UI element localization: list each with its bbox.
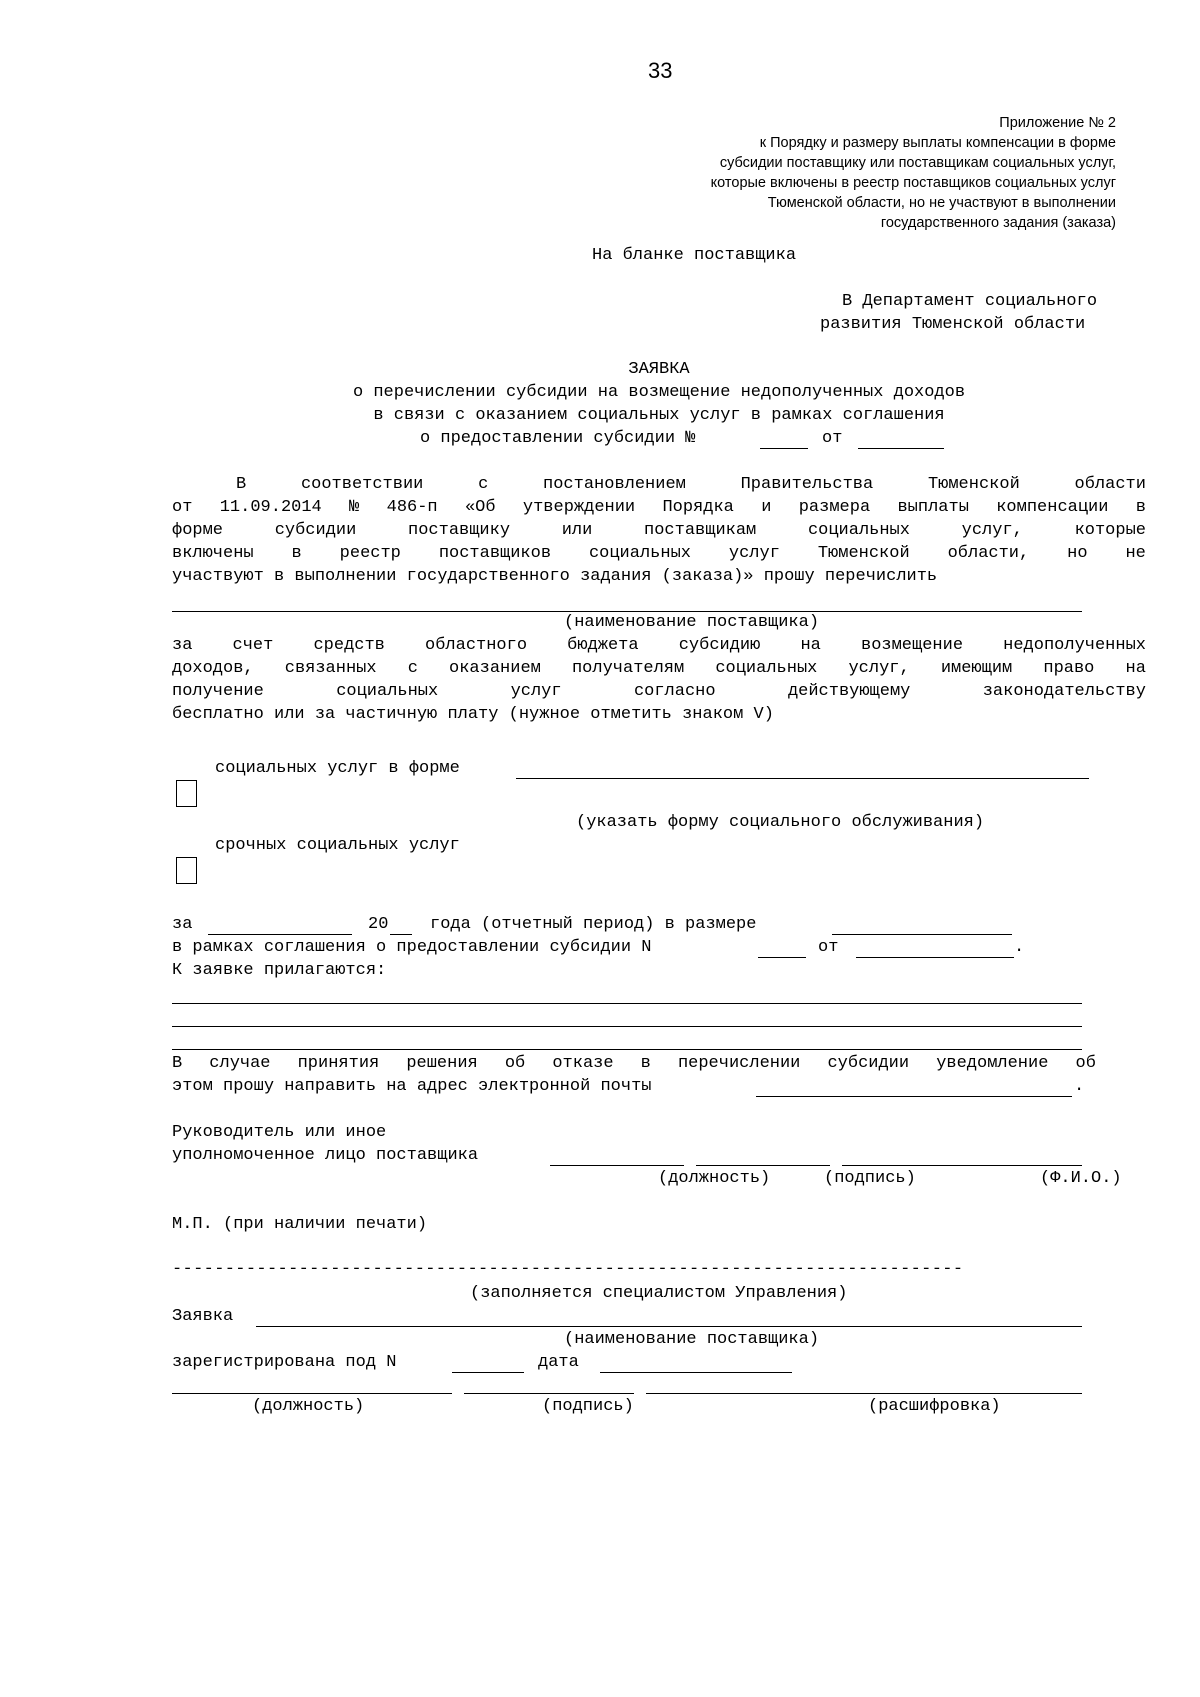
registration-date-blank[interactable]: [600, 1372, 792, 1373]
word: услуг: [728, 544, 780, 563]
word: поставщиков: [438, 544, 552, 563]
option2-checkbox[interactable]: [176, 857, 197, 884]
word: включены: [172, 544, 254, 563]
appendix-line: которые включены в реестр поставщиков социальных услуг: [710, 175, 1116, 191]
signature-caption: (подпись): [824, 1169, 916, 1188]
agreement2-number-blank[interactable]: [758, 957, 806, 958]
word: «Об: [464, 498, 496, 517]
word: компенсации: [996, 498, 1109, 517]
word: №: [349, 498, 360, 517]
attachments-line[interactable]: [172, 1003, 1082, 1004]
refusal-line2-end: .: [1074, 1077, 1085, 1096]
signature-line1: Руководитель или иное: [172, 1123, 387, 1142]
word: законодательству: [982, 682, 1146, 701]
word: социальных: [715, 659, 818, 678]
position-blank[interactable]: [550, 1165, 684, 1166]
word: счет: [232, 636, 274, 655]
refusal-line2: этом прошу направить на адрес электронной почты: [172, 1077, 652, 1096]
word: которые: [1074, 521, 1146, 540]
document-title: ЗАЯВКА: [628, 360, 690, 379]
word: или: [561, 521, 593, 540]
word: поставщику: [408, 521, 511, 540]
period-line2-from: от: [818, 938, 839, 957]
intro-line3: [172, 519, 1146, 542]
signature-blank[interactable]: [696, 1165, 830, 1166]
word: в: [291, 544, 302, 563]
word: и: [761, 498, 772, 517]
word: услуг,: [961, 521, 1023, 540]
name-caption: (Ф.И.О.): [1040, 1169, 1122, 1188]
word: социальных: [807, 521, 910, 540]
word: выплаты: [897, 498, 969, 517]
year-blank[interactable]: [390, 934, 412, 935]
agreement-from-label: от: [822, 429, 843, 448]
word: реестр: [339, 544, 401, 563]
word: об: [1075, 1054, 1096, 1073]
word: не: [1125, 544, 1146, 563]
title-line1: о перечислении субсидии на возмещение недополученных доходов: [352, 383, 966, 402]
word: связанных: [284, 659, 377, 678]
stamp-note: М.П. (при наличии печати): [172, 1215, 428, 1234]
name-blank[interactable]: [842, 1165, 1082, 1166]
appendix-block: [711, 113, 1116, 233]
registered-label: зарегистрирована под N: [172, 1353, 397, 1372]
word: недополученных: [1003, 636, 1146, 655]
word: получение: [172, 682, 264, 701]
request-label: Заявка: [172, 1307, 234, 1326]
option2-label: срочных социальных услуг: [215, 836, 460, 855]
word: отказе: [552, 1054, 614, 1073]
position-caption: (должность): [658, 1169, 771, 1188]
registration-number-blank[interactable]: [452, 1372, 524, 1373]
word: в: [640, 1054, 651, 1073]
signature-line2: уполномоченное лицо поставщика: [172, 1146, 479, 1165]
word: субсидии: [274, 521, 357, 540]
period-za: за: [172, 915, 193, 934]
agreement-number-blank[interactable]: [760, 448, 808, 449]
word: В: [236, 475, 247, 494]
intro-line4: [172, 542, 1146, 565]
word: решения: [406, 1054, 478, 1073]
funds-line1: [172, 634, 1146, 657]
date-label: дата: [538, 1353, 579, 1372]
word: в: [1135, 498, 1146, 517]
official-signature-caption: (подпись): [542, 1397, 634, 1416]
agreement2-date-blank[interactable]: [856, 957, 1014, 958]
period-blank[interactable]: [208, 934, 352, 935]
intro-line2: [172, 496, 1146, 519]
word: В: [172, 1054, 183, 1073]
attachments-line[interactable]: [172, 1026, 1082, 1027]
word: субсидии: [827, 1054, 910, 1073]
word: за: [172, 636, 193, 655]
official-supplier-caption: (наименование поставщика): [564, 1330, 820, 1349]
word: соответствии: [300, 475, 424, 494]
word: 11.09.2014: [219, 498, 322, 517]
word: право: [1043, 659, 1095, 678]
official-position-caption: (должность): [252, 1397, 365, 1416]
period-line1-rest: года (отчетный период) в размере: [430, 915, 757, 934]
word: услуг: [510, 682, 562, 701]
appendix-line: Приложение № 2: [999, 115, 1116, 131]
letterhead-note: На бланке поставщика: [592, 246, 797, 265]
agreement-date-blank[interactable]: [858, 448, 944, 449]
option1-checkbox[interactable]: [176, 780, 197, 807]
word: размера: [798, 498, 871, 517]
official-position-blank[interactable]: [172, 1393, 452, 1394]
word: возмещение: [861, 636, 964, 655]
word: бюджета: [567, 636, 639, 655]
official-supplier-blank[interactable]: [256, 1326, 1082, 1327]
word: оказанием: [449, 659, 541, 678]
period-line2-label: в рамках соглашения о предоставлении субсидии N: [172, 938, 652, 957]
word: случае: [209, 1054, 271, 1073]
word: действующему: [787, 682, 911, 701]
word: области,: [947, 544, 1030, 563]
appendix-line: государственного задания (заказа): [880, 215, 1116, 231]
word: поставщикам: [644, 521, 757, 540]
word: области: [1074, 475, 1146, 494]
word: об: [504, 1054, 526, 1073]
title-line3: [420, 427, 695, 450]
service-form-blank[interactable]: [516, 778, 1089, 779]
word: доходов,: [172, 659, 254, 678]
word: постановлением: [543, 475, 686, 494]
word: с: [478, 475, 489, 494]
word: субсидию: [678, 636, 761, 655]
official-decoding-blank[interactable]: [646, 1393, 1082, 1394]
email-blank[interactable]: [756, 1096, 1072, 1097]
word: уведомление: [936, 1054, 1049, 1073]
period-line2-end: .: [1014, 938, 1025, 957]
official-signature-blank[interactable]: [464, 1393, 634, 1394]
cut-line-dashes: ---------------------------------------------------------------------------: [172, 1260, 964, 1279]
word: на: [800, 636, 821, 655]
attachments-label: К заявке прилагаются:: [172, 961, 387, 980]
word: областного: [425, 636, 528, 655]
word: перечислении: [677, 1054, 801, 1073]
word: услуг,: [848, 659, 910, 678]
addressee-line2: развития Тюменской области: [820, 315, 1086, 334]
word: социальных: [588, 544, 691, 563]
intro-line1: [236, 473, 1146, 496]
option1-caption: (указать форму социального обслуживания): [576, 813, 985, 832]
word: Порядка: [662, 498, 734, 517]
word: получателям: [571, 659, 685, 678]
word: имеющим: [940, 659, 1013, 678]
page-number: 33: [648, 58, 673, 83]
appendix-line: субсидии поставщику или поставщикам социальных услуг,: [719, 155, 1116, 171]
funds-line2: [172, 657, 1146, 680]
appendix-line: Тюменской области, но не участвуют в выполнении: [767, 195, 1116, 211]
word: утверждении: [522, 498, 636, 517]
word: форме: [172, 521, 224, 540]
refusal-line1: [172, 1052, 1096, 1075]
word: Тюменской: [817, 544, 910, 563]
word: Правительства: [740, 475, 874, 494]
appendix-line: к Порядку и размеру выплаты компенсации в форме: [759, 135, 1116, 151]
word: согласно: [633, 682, 716, 701]
funds-line4: бесплатно или за частичную плату (нужное отметить знаком V): [172, 705, 774, 724]
word: от: [172, 498, 193, 517]
word: социальных: [336, 682, 439, 701]
official-caption: (заполняется специалистом Управления): [470, 1284, 848, 1303]
year-prefix: 20: [368, 915, 389, 934]
addressee-line1: В Департамент социального: [842, 292, 1098, 311]
word: принятия: [297, 1054, 380, 1073]
agreement-number-label: о предоставлении субсидии №: [420, 429, 696, 448]
title-line2: в связи с оказанием социальных услуг в рамках соглашения: [373, 406, 945, 425]
word: Тюменской: [927, 475, 1020, 494]
word: средств: [313, 636, 385, 655]
word: на: [1125, 659, 1146, 678]
amount-blank[interactable]: [832, 934, 1012, 935]
word: с: [407, 659, 418, 678]
intro-line5: участвуют в выполнении государственного задания (заказа)» прошу перечислить: [172, 567, 938, 586]
attachments-line[interactable]: [172, 1049, 1082, 1050]
option1-label: социальных услуг в форме: [215, 759, 460, 778]
supplier-name-caption: (наименование поставщика): [564, 613, 820, 632]
official-decoding-caption: (расшифровка): [868, 1397, 1001, 1416]
funds-line3: [172, 680, 1146, 703]
word: 486-п: [386, 498, 438, 517]
word: но: [1067, 544, 1088, 563]
cut-line: [172, 1258, 1082, 1281]
